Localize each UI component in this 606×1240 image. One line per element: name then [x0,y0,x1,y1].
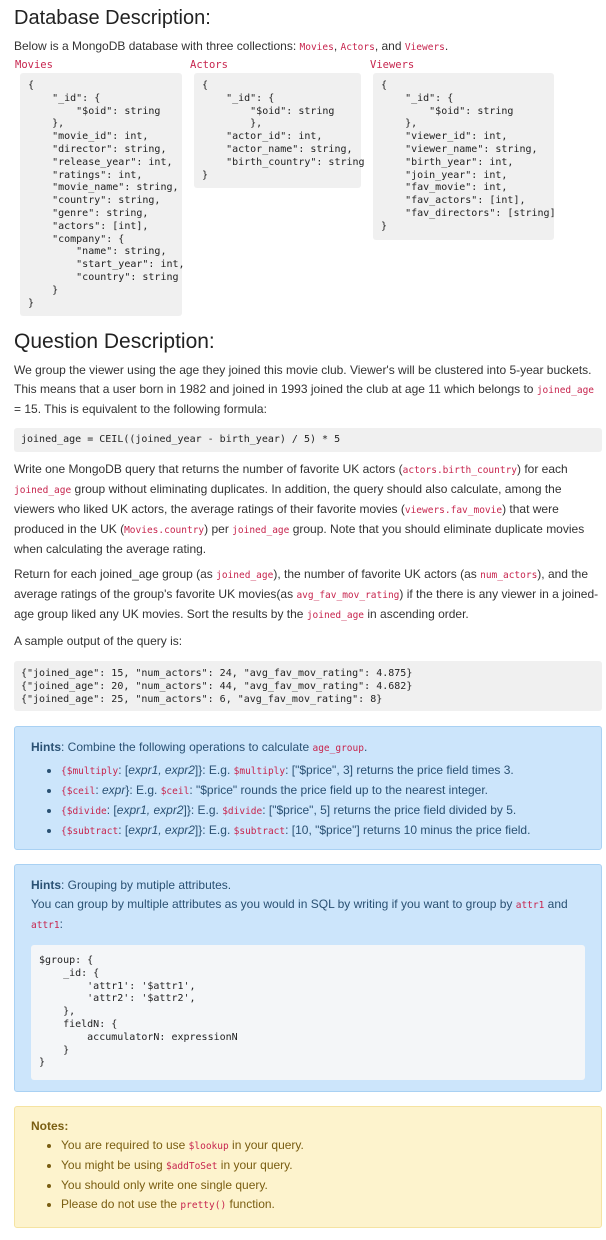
text: ), the number of favorite UK actors (as [273,567,481,581]
movies-schema: { "_id": { "$oid": string }, "movie_id": int, "director": string, "release_year": int, "ratings": int, "movie_name": string, "country": string, "genre": string, "actors": [int], "company": { "name": string, "start_year": int, "country": string } } [20,73,182,316]
text: You are required to use [61,1138,189,1152]
inline-code: age_group [312,743,364,754]
op-code: $multiply [233,766,286,777]
hint-description [31,895,585,935]
inline-code: Movies.country [124,525,205,536]
note-item [61,1156,585,1176]
inline-code: $lookup [188,1141,229,1152]
text: ]}: E.g. [194,763,234,777]
op-code: {$multiply [61,766,119,777]
notes-box [14,1106,602,1228]
inline-code: joined_age [232,525,290,536]
hint-item [61,781,585,801]
note-item [61,1195,585,1215]
op-code: {$divide [61,806,107,817]
text: in your query. [217,1158,293,1172]
movies-code: Movies [299,42,334,53]
actors-collection [189,59,365,188]
inline-code: actors.birth_country [402,465,518,476]
text: Write one MongoDB query that returns the number of favorite UK actors ( [14,462,403,476]
question-paragraph-3 [14,565,602,625]
question-paragraph-1 [14,361,602,419]
actors-schema: { "_id": { "$oid": string }, "actor_id": int, "actor_name": string, "birth_country": string } [194,73,361,188]
text: : [ [118,763,129,777]
note-item [61,1136,585,1156]
args: expr1, expr2 [128,823,195,837]
inline-code: pretty() [180,1200,227,1211]
hint-text: : Grouping by mutiple attributes. [61,878,232,892]
hint-label: Hints [31,740,61,754]
formula-code: joined_age = CEIL((joined_year - birth_year) / 5) * 5 [14,428,602,452]
hint-title [31,876,585,895]
viewers-code: Viewers [404,42,445,53]
inline-code: joined_age [536,385,595,396]
inline-code: joined_age [14,485,72,496]
collection-title: Movies [15,59,53,71]
args: expr1, expr2 [116,803,184,817]
text: : [95,783,102,797]
actors-code: Actors [340,42,375,53]
notes-list [31,1136,585,1215]
text: in ascending order. [364,607,469,621]
text: ) if the there is any viewer in a joined-age group liked any UK movies. Sort the results by the [14,587,599,621]
hint-box-grouping [14,864,602,1092]
question-heading: Question Description: [14,330,215,353]
hint-box-operations [14,726,602,850]
hint-text: . [363,740,368,754]
text: : "$price" rounds the price field up to the nearest integer. [189,783,489,797]
intro-sep: , and [374,39,405,53]
inline-code: joined_age [216,570,274,581]
text: in your query. [228,1138,304,1152]
text: ]}: E.g. [183,803,223,817]
text: : ["$price", 3] returns the price field times 3. [285,763,514,777]
inline-code: avg_fav_mov_rating [296,590,400,601]
database-heading: Database Description: [14,7,211,29]
inline-code: $addToSet [165,1161,218,1172]
text: You can group by multiple attributes as you would in SQL by writing if you want to group by [31,897,516,911]
hint-text: : Combine the following operations to calculate [61,740,313,754]
text: : ["$price", 5] returns the price field divided by 5. [262,803,517,817]
text: ) per [204,522,233,536]
note-item [61,1176,585,1195]
text: You might be using [61,1158,166,1172]
op-code: {$ceil [61,786,96,797]
text: ) that were produced in the UK ( [14,502,559,536]
text: function. [226,1197,275,1211]
viewers-schema: { "_id": { "$oid": string }, "viewer_id": int, "viewer_name": string, "birth_year": int, "join_year": int, "fav_movie": int, "fav_actors": [int], "fav_directors": [string] } [373,73,554,240]
question-paragraph-2 [14,460,602,559]
op-code: $divide [222,806,263,817]
text: We group the viewer using the age they joined this movie club. Viewer's will be clustered into 5-year buckets. This means that a user born in 1982 and joined in 1993 joined the club at age 11 which belongs to [14,363,592,396]
collection-title: Actors [190,59,228,71]
hint-title [31,738,585,758]
inline-code: attr1 [515,900,545,911]
text: group. Note that you should eliminate duplicate movies when calculating the average rating. [14,522,585,556]
text: }: E.g. [125,783,161,797]
text: group without eliminating duplicates. In addition, the query should also calculate, among the viewers who liked UK actors, the average ratings of their favorite movies ( [14,482,562,516]
args: expr1, expr2 [128,763,195,777]
op-code: {$subtract [61,826,119,837]
text: ]}: E.g. [194,823,234,837]
notes-title: Notes: [31,1119,69,1133]
sample-label: A sample output of the query is: [14,634,183,648]
text: Please do not use the [61,1197,181,1211]
hint-label: Hints [31,878,61,892]
collection-title: Viewers [370,59,415,71]
intro-sep: , [333,39,341,53]
viewers-collection [369,59,554,240]
sample-output-code: {"joined_age": 15, "num_actors": 24, "avg_fav_mov_rating": 4.875} {"joined_age": 20, "num_actors": 44, "avg_fav_mov_rating": 4.682} {"joined_age": 25, "num_actors": 6, "avg_fav_mov_rating": 8} [14,661,602,711]
text: : [ [106,803,117,817]
text: : [ [118,823,129,837]
movies-collection [14,59,185,316]
op-code: $ceil [160,786,190,797]
hint-item [61,761,585,781]
text: ) for each [517,462,568,476]
inline-code: num_actors [480,570,538,581]
intro-text: Below is a MongoDB database with three collections: [14,39,300,53]
hint-list [31,761,585,841]
op-code: $subtract [233,826,286,837]
group-code-example: $group: { _id: { 'attr1': '$attr1', 'attr2': '$attr2', }, fieldN: { accumulatorN: expressionN } } [31,945,585,1080]
text: : [10, "$price"] returns 10 minus the price field. [285,823,531,837]
database-intro [14,37,448,57]
intro-end: . [444,39,449,53]
inline-code: joined_age [306,610,365,621]
text: ), and the average ratings of the group's favorite UK movies(as [14,567,588,601]
text: : [59,917,63,931]
text: = 15. This is equivalent to the following formula: [14,402,267,416]
hint-item [61,801,585,821]
args: expr [102,783,126,797]
text: Return for each joined_age group (as [14,567,217,581]
hint-item [61,821,585,841]
text: You should only write one single query. [61,1178,268,1192]
inline-code: attr1 [31,920,60,931]
text: and [544,897,568,911]
inline-code: viewers.fav_movie [404,505,503,516]
